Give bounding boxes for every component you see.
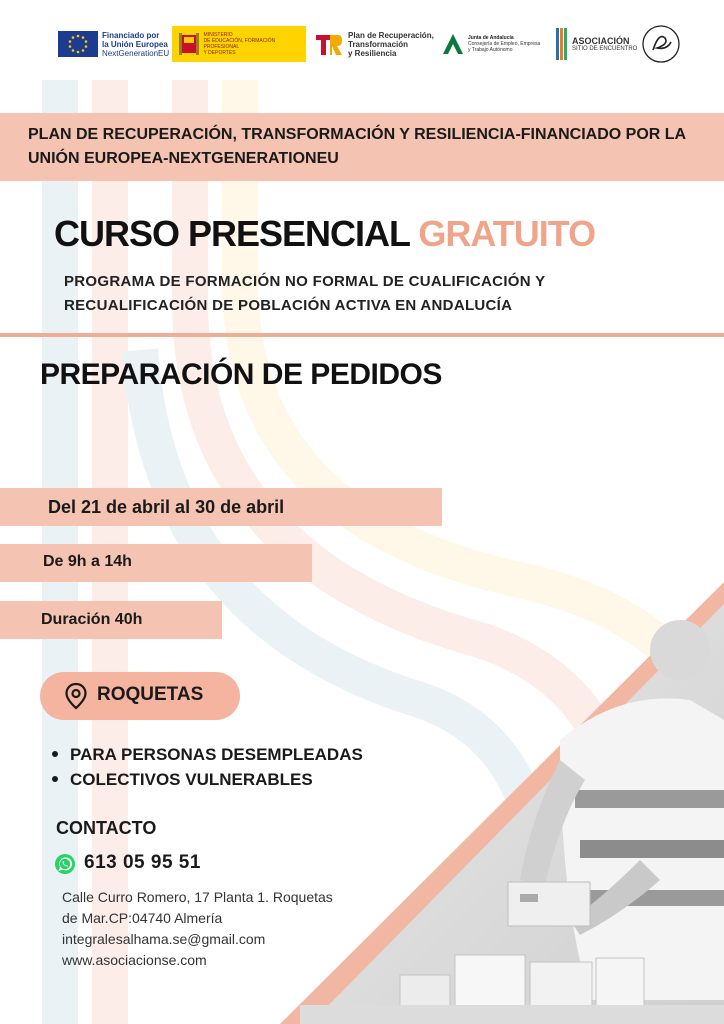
bullet-dot <box>52 751 58 757</box>
prtr-logo <box>314 22 434 66</box>
asoc-line2: SITIO DE ENCUENTRO <box>572 45 638 52</box>
junta-line1: Junta de Andalucía <box>468 35 514 41</box>
course-title <box>54 213 595 255</box>
ministry-line1: MINISTERIO <box>203 32 233 38</box>
duration-text: Duración 40h <box>41 611 143 628</box>
audience-item <box>52 770 313 790</box>
contact-title: CONTACTO <box>56 818 157 838</box>
course-title-accent: GRATUITO <box>418 213 596 254</box>
eu-line3: NextGenerationEU <box>102 48 170 58</box>
contact-website[interactable]: www.asociacionse.com <box>62 952 207 968</box>
bullet-dot <box>52 776 58 782</box>
signature-logo-icon <box>641 24 681 64</box>
ministry-line3: Y DEPORTES <box>203 50 236 56</box>
audience-item-label: COLECTIVOS VULNERABLES <box>70 770 313 789</box>
ministry-logo <box>172 26 306 62</box>
dates-text: Del 21 de abril al 30 de abril <box>48 497 285 517</box>
contact-email[interactable]: integralesalhama.se@gmail.com <box>62 931 266 947</box>
ministry-line2: DE EDUCACIÓN, FORMACIÓN PROFESIONAL <box>203 38 276 50</box>
contact-address-line1: Calle Curro Romero, 17 Planta 1. Roquetas <box>62 889 333 905</box>
coat-of-arms-icon <box>176 29 201 59</box>
audience-item-label: PARA PERSONAS DESEMPLEADAS <box>70 745 363 764</box>
section-divider <box>0 333 724 337</box>
prtr-line1: Plan de Recuperación, <box>348 30 434 40</box>
eu-line1: Financiado por <box>102 30 160 40</box>
prtr-icon <box>314 29 344 59</box>
junta-line3: y Trabajo Autónomo <box>468 47 513 53</box>
contact-phone[interactable]: 613 05 95 51 <box>84 852 201 873</box>
eu-logo <box>58 22 169 66</box>
location-city: ROQUETAS <box>97 684 204 705</box>
asociacion-logo <box>556 22 681 66</box>
asociacion-stripes-icon <box>556 26 570 62</box>
junta-logo <box>442 22 540 66</box>
whatsapp-icon <box>54 853 76 875</box>
audience-item <box>52 745 363 765</box>
junta-line2: Consejería de Empleo, Empresa <box>468 41 541 47</box>
junta-icon <box>442 32 464 56</box>
eu-flag-icon <box>58 31 98 57</box>
contact-address-line2: de Mar.CP:04740 Almería <box>62 910 223 926</box>
course-title-main: CURSO PRESENCIAL <box>54 213 419 254</box>
program-description: PROGRAMA DE FORMACIÓN NO FORMAL DE CUALIFICACIÓN Y RECUALIFICACIÓN DE POBLACIÓN ACTIVA EN ANDALUCÍA <box>64 273 546 314</box>
prtr-line3: y Resiliencia <box>348 48 397 58</box>
eu-line2: la Unión Europea <box>102 39 168 49</box>
location-pin-icon <box>64 682 88 710</box>
funding-banner-text: PLAN DE RECUPERACIÓN, TRANSFORMACIÓN Y RESILIENCIA-FINANCIADO POR LA UNIÓN EUROPEA-NEXTGENERATIONEU <box>28 126 686 167</box>
course-name: PREPARACIÓN DE PEDIDOS <box>40 358 442 391</box>
asoc-line1: ASOCIACIÓN <box>572 35 630 46</box>
hours-text: De 9h a 14h <box>43 553 132 570</box>
prtr-line2: Transformación <box>348 39 409 49</box>
